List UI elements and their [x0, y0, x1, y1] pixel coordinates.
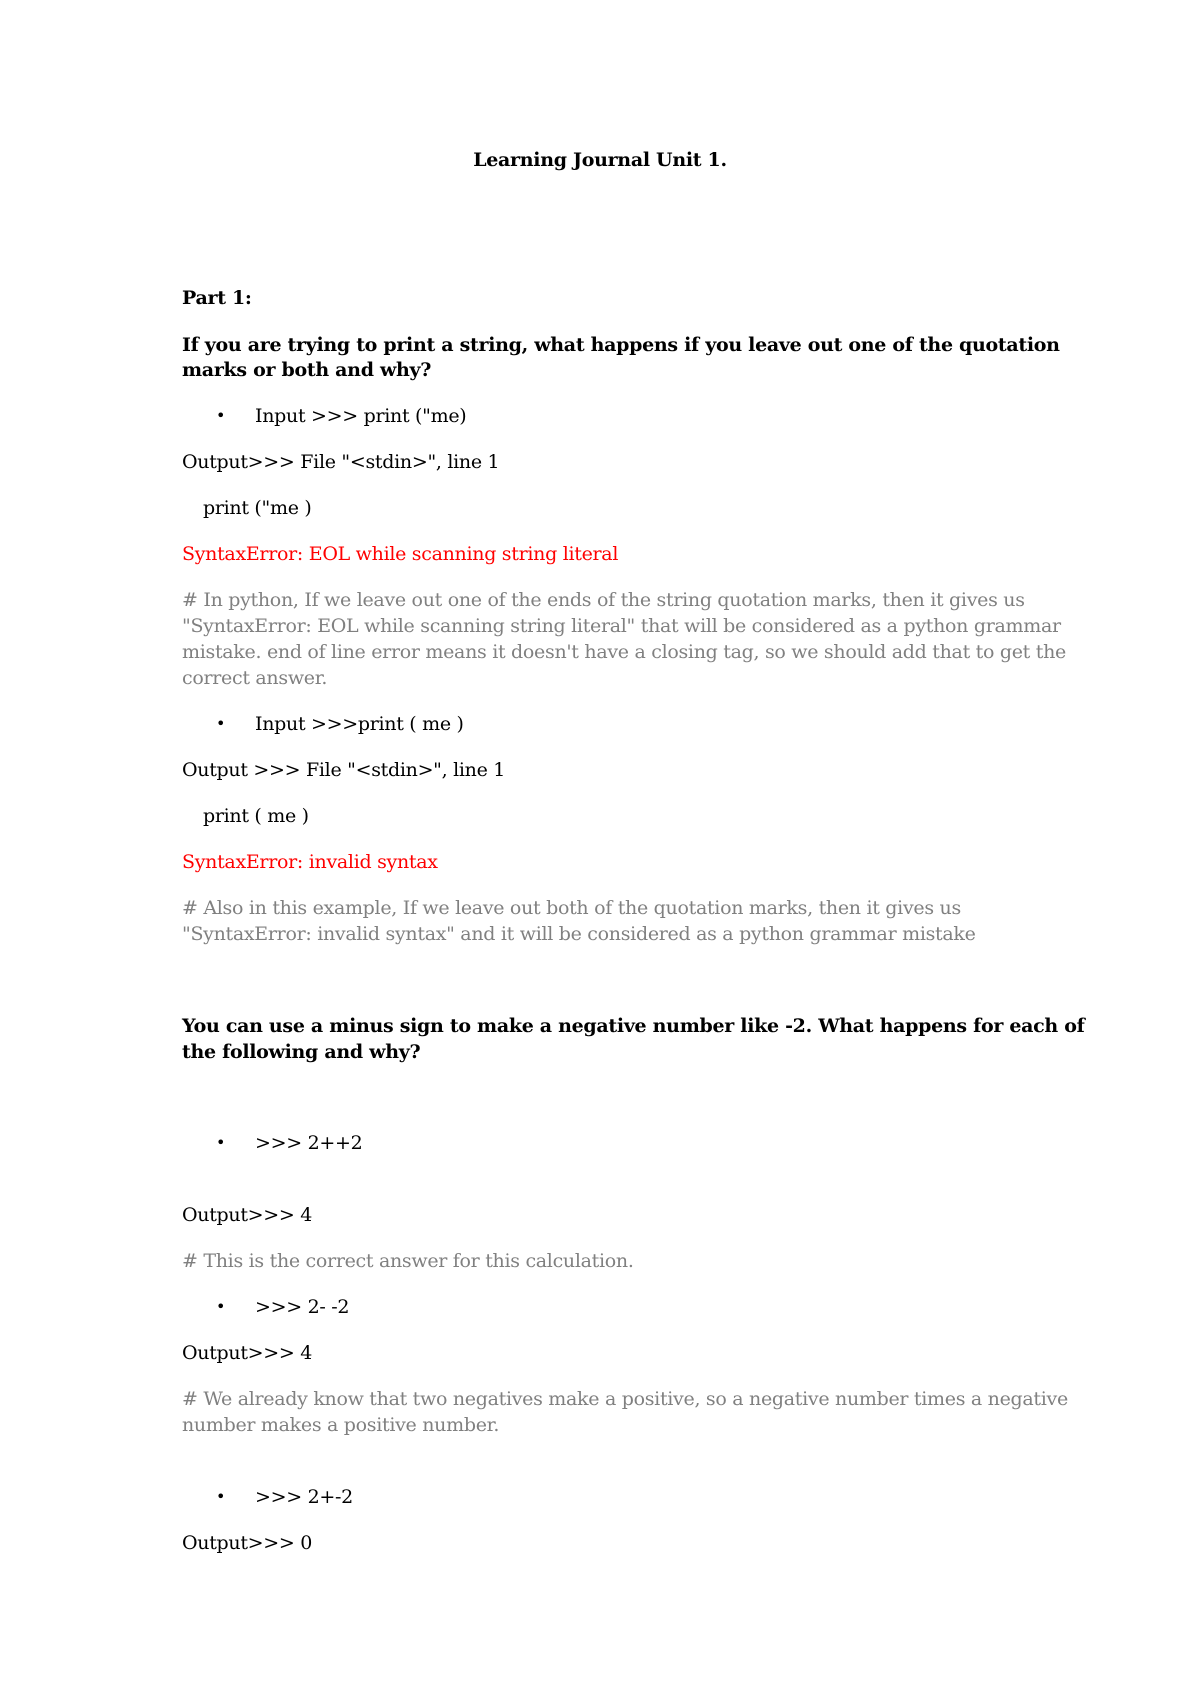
bullet-icon: • [216, 1487, 226, 1506]
q2-ex1-comment: # This is the correct answer for this calculation. [182, 1250, 634, 1272]
q1-ex2-output: Output >>> File "<stdin>", line 1 [182, 759, 506, 781]
q2-ex2-input: >>> 2- -2 [255, 1296, 350, 1318]
bullet-icon: • [216, 1133, 226, 1152]
q1-ex1-comment-line-1: # In python, If we leave out one of the ends of the string quotation marks, then it gives us [182, 589, 1025, 611]
question-1-line-1: If you are trying to print a string, what happens if you leave out one of the quotation [182, 334, 1060, 356]
question-2-line-2: the following and why? [182, 1041, 421, 1063]
q2-ex1-output: Output>>> 4 [182, 1204, 313, 1226]
bullet-icon: • [216, 406, 226, 425]
q1-ex2-comment-line-2: "SyntaxError: invalid syntax" and it will be considered as a python grammar mistake [182, 923, 976, 945]
q1-ex1-comment-line-2: "SyntaxError: EOL while scanning string literal" that will be considered as a python grammar [182, 615, 1061, 637]
q1-ex2-error: SyntaxError: invalid syntax [182, 851, 438, 873]
page-title: Learning Journal Unit 1. [473, 149, 727, 171]
q1-ex1-output: Output>>> File "<stdin>", line 1 [182, 451, 500, 473]
q1-ex2-input: Input >>>print ( me ) [255, 713, 464, 735]
q1-ex2-code: print ( me ) [203, 805, 309, 827]
q2-ex2-comment-line-1: # We already know that two negatives make a positive, so a negative number times a negative [182, 1388, 1068, 1410]
q1-ex1-code: print ("me ) [203, 497, 312, 519]
q1-ex1-comment-line-3: mistake. end of line error means it doesn't have a closing tag, so we should add that to get the [182, 641, 1066, 663]
q1-ex1-error: SyntaxError: EOL while scanning string literal [182, 543, 619, 565]
question-2-line-1: You can use a minus sign to make a negative number like -2. What happens for each of [182, 1015, 1085, 1037]
q2-ex1-input: >>> 2++2 [255, 1132, 363, 1154]
q2-ex3-input: >>> 2+-2 [255, 1486, 353, 1508]
q1-ex1-input: Input >>> print ("me) [255, 405, 467, 427]
bullet-icon: • [216, 714, 226, 733]
q2-ex2-comment-line-2: number makes a positive number. [182, 1414, 500, 1436]
part-heading: Part 1: [182, 287, 252, 309]
q1-ex1-comment-line-4: correct answer. [182, 667, 328, 689]
q2-ex3-output: Output>>> 0 [182, 1532, 313, 1554]
bullet-icon: • [216, 1297, 226, 1316]
q2-ex2-output: Output>>> 4 [182, 1342, 313, 1364]
q1-ex2-comment-line-1: # Also in this example, If we leave out both of the quotation marks, then it gives us [182, 897, 961, 919]
question-1-line-2: marks or both and why? [182, 359, 432, 381]
